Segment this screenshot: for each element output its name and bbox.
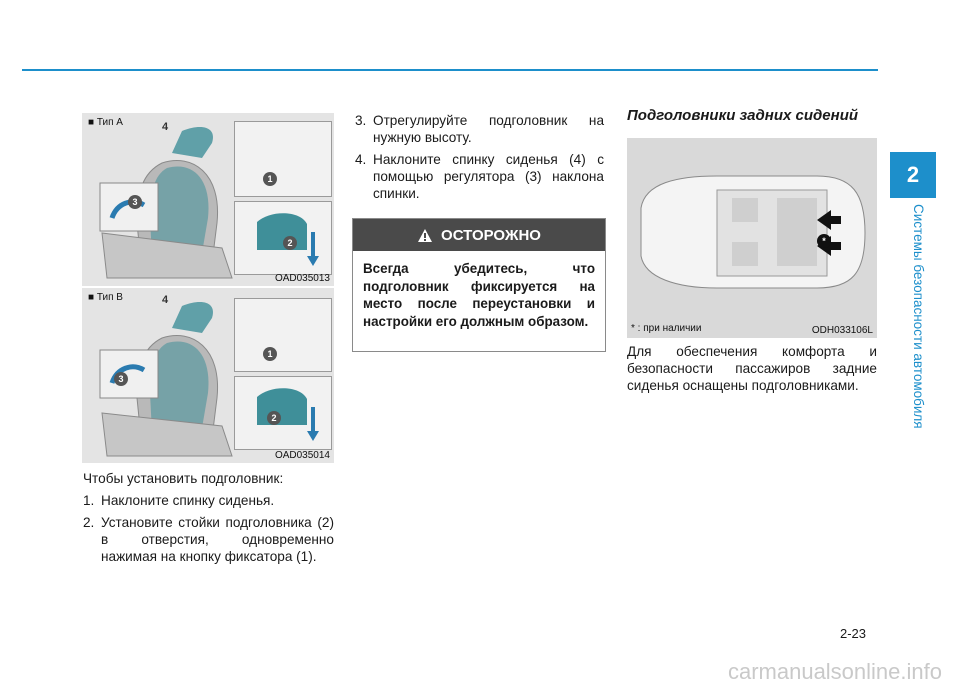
callout-1: 1 — [263, 172, 277, 186]
callout-3: 3 — [128, 195, 142, 209]
inset-release-button — [234, 298, 332, 372]
callout-3: 3 — [114, 372, 128, 386]
callout-4: 4 — [162, 294, 169, 306]
install-steps-1-2 — [83, 492, 334, 565]
callout-1: 1 — [263, 347, 277, 361]
warning-header — [353, 219, 605, 251]
warning-box — [352, 218, 606, 352]
list-item: 3. Отрегулируйте подголовник на нужную высоту. — [355, 113, 604, 145]
list-item: 1. Наклоните спинку сиденья. — [83, 493, 275, 508]
figure-type-b-tag: ■ Тип B — [88, 292, 123, 303]
inset-headrest-down — [234, 376, 332, 450]
seat-illustration-b — [82, 288, 252, 463]
figure-type-a-tag: ■ Тип A — [88, 117, 123, 128]
watermark: carmanualsonline.info — [727, 659, 942, 684]
figure-type-a-code: OAD035013 — [274, 273, 330, 284]
callout-4: 4 — [162, 121, 169, 133]
figure-type-b — [82, 288, 334, 463]
install-intro: Чтобы установить подголовник: — [83, 471, 284, 486]
headrest-icon — [235, 202, 331, 274]
inset-headrest-down — [234, 201, 332, 275]
warning-text: Всегда убедитесь, что подголовник фиксируется на место после переустановки и настройки его должным образом. — [363, 261, 595, 329]
left-column-text — [83, 470, 334, 570]
page-number: 2-23 — [840, 626, 867, 641]
install-steps-3-4 — [355, 112, 604, 202]
list-item: 2. Установите стойки подголовника (2) в отверстия, одновременно нажимая на кнопку фиксатора (1). — [83, 515, 334, 564]
warning-triangle-icon — [417, 228, 433, 243]
warning-title: ОСТОРОЖНО — [441, 226, 541, 244]
car-topview-illustration — [627, 138, 877, 338]
rear-headrests-text: Для обеспечения комфорта и безопасности пассажиров задние сиденья оснащены подголовниками. — [627, 344, 877, 393]
optional-asterisk-badge: * — [817, 234, 831, 248]
figure-type-a — [82, 113, 334, 286]
callout-2: 2 — [267, 411, 281, 425]
figure-type-b-code: OAD035014 — [274, 450, 330, 461]
middle-column-text — [355, 112, 604, 207]
figure-rear-code: ODH033106L — [811, 325, 873, 336]
inset-release-button — [234, 121, 332, 197]
list-item: 4. Наклоните спинку сиденья (4) с помощью регулятора (3) наклона спинки. — [355, 152, 604, 201]
chapter-number-badge: 2 — [890, 152, 936, 198]
figure-rear-headrests — [627, 138, 877, 338]
seat-illustration-a — [82, 113, 252, 286]
headrest-icon — [235, 377, 331, 449]
optional-note: * : при наличии — [631, 323, 702, 334]
chapter-title: Системы безопасности автомобиля — [911, 204, 926, 429]
rear-headrests-title: Подголовники задних сидений — [627, 107, 859, 124]
top-rule — [22, 69, 878, 71]
callout-2: 2 — [283, 236, 297, 250]
